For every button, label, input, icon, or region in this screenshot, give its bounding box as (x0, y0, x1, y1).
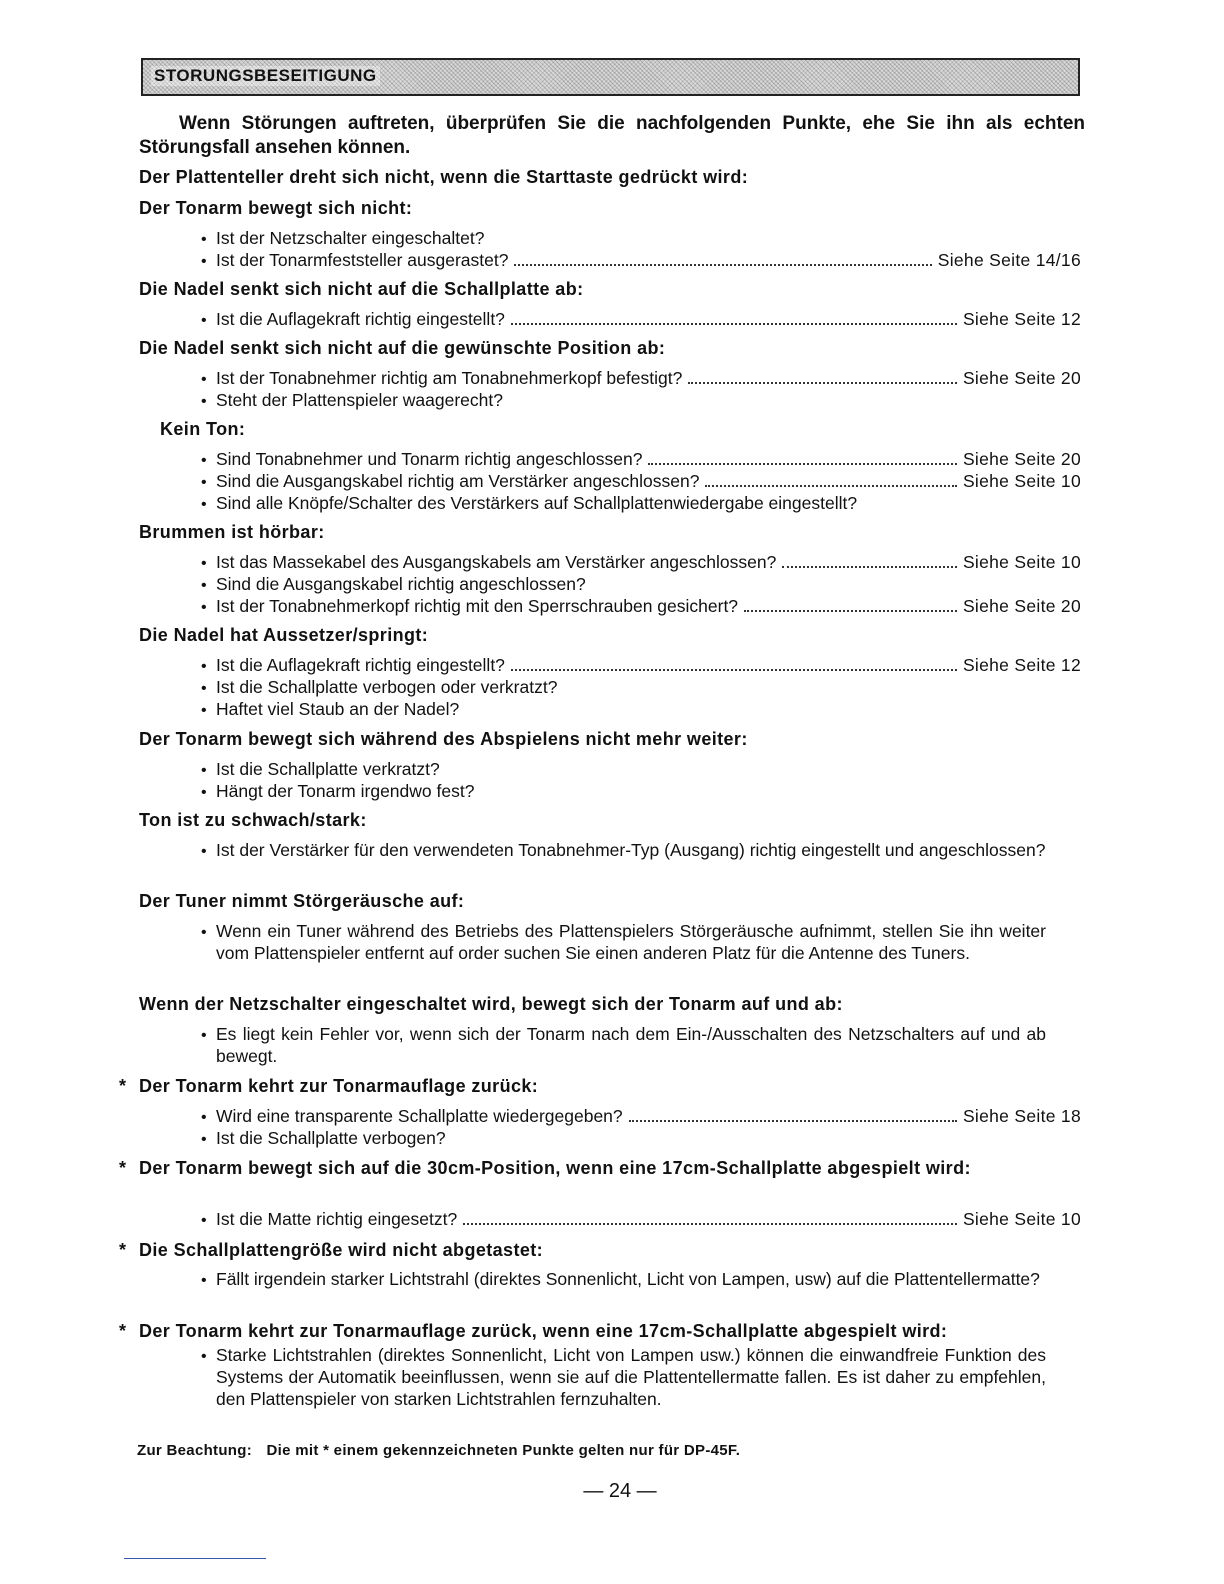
problem-heading: * Die Schallplattengröße wird nicht abgetastet: (119, 1240, 544, 1260)
check-item: • Ist die Auflagekraft richtig eingestellt? Siehe Seite 12 (201, 654, 1081, 678)
check-item: • Sind alle Knöpfe/Schalter des Verstärkers auf Schallplattenwiedergabe eingestellt? (201, 492, 1081, 516)
bullet-icon: • (201, 924, 207, 941)
dot-leader (782, 566, 957, 568)
bullet-icon: • (201, 253, 207, 270)
check-item: • Fällt irgendein starker Lichtstrahl (direktes Sonnenlicht, Licht von Lampen, usw) auf die Plattentellermatte? (201, 1268, 1046, 1292)
dot-leader (514, 264, 931, 266)
check-item: • Ist die Auflagekraft richtig eingestellt? Siehe Seite 12 (201, 308, 1081, 332)
bullet-icon: • (201, 843, 207, 860)
problem-heading: Wenn der Netzschalter eingeschaltet wird, bewegt sich der Tonarm auf und ab: (139, 994, 843, 1014)
dot-leader (629, 1120, 957, 1122)
asterisk-marker: * (119, 1076, 127, 1096)
footnote (137, 1441, 740, 1461)
dot-leader (648, 463, 957, 465)
bullet-icon: • (201, 762, 207, 779)
check-item: • Steht der Plattenspieler waagerecht? (201, 389, 1081, 413)
page-reference: Siehe Seite 18 (962, 1106, 1081, 1126)
intro-paragraph: Wenn Störungen auftreten, überprüfen Sie die nachfolgenden Punkte, ehe Sie ihn als echten Störungsfall ansehen können. (139, 113, 1085, 158)
problem-heading: Die Nadel hat Aussetzer/springt: (139, 625, 429, 645)
bullet-icon: • (201, 555, 207, 572)
check-item: • Haftet viel Staub an der Nadel? (201, 698, 1081, 722)
check-item: • Wenn ein Tuner während des Betriebs des Plattenspielers Störgeräusche aufnimmt, stellen Sie ihn weiter vom Plattenspieler entfernt auf order suchen Sie einen anderen Platz für die Antenne des Tuners. (201, 921, 1046, 963)
bullet-icon: • (201, 599, 207, 616)
check-item: • Ist der Verstärker für den verwendeten Tonabnehmer-Typ (Ausgang) richtig eingestellt und angeschlossen? (201, 839, 1046, 863)
footnote-label: Zur Beachtung: (137, 1442, 253, 1459)
check-item: • Ist der Tonabnehmer richtig am Tonabnehmerkopf befestigt? Siehe Seite 20 (201, 367, 1081, 391)
section-header-box (141, 58, 1080, 96)
bullet-icon: • (201, 474, 207, 491)
page-number: — 24 — (583, 1480, 657, 1502)
bullet-icon: • (201, 784, 207, 801)
problem-heading: Kein Ton: (160, 419, 246, 439)
check-item: • Starke Lichtstrahlen (direktes Sonnenlicht, Licht von Lampen usw.) können die einwandfreie Funktion des Systems der Automatik beeinflussen, wenn sie auf die Plattentellermatte fallen. Es ist daher zu empfehlen, den Plattenspieler von starken Lichtstrahlen fernzuhalten. (201, 1345, 1046, 1409)
asterisk-marker: * (119, 1240, 127, 1260)
dot-leader (511, 323, 957, 325)
problem-heading: Der Tonarm bewegt sich nicht: (139, 198, 413, 218)
check-item: • Ist die Schallplatte verbogen? (201, 1127, 1081, 1151)
bullet-icon: • (201, 680, 207, 697)
page-reference: Siehe Seite 20 (962, 368, 1081, 388)
footer-rule (124, 1558, 266, 1559)
dot-leader (705, 485, 956, 487)
problem-heading: Ton ist zu schwach/stark: (139, 810, 367, 830)
problem-heading: Brummen ist hörbar: (139, 522, 325, 542)
check-item: • Wird eine transparente Schallplatte wiedergegeben? Siehe Seite 18 (201, 1105, 1081, 1129)
dot-leader (744, 610, 957, 612)
check-item: • Ist das Massekabel des Ausgangskabels am Verstärker angeschlossen? Siehe Seite 10 (201, 551, 1081, 575)
page-reference: Siehe Seite 10 (962, 1209, 1081, 1229)
asterisk-marker: * (119, 1158, 127, 1178)
check-item: • Ist der Tonarmfeststeller ausgerastet? Siehe Seite 14/16 (201, 249, 1081, 273)
bullet-icon: • (201, 452, 207, 469)
check-item: • Sind die Ausgangskabel richtig angeschlossen? (201, 573, 1081, 597)
bullet-icon: • (201, 1348, 207, 1365)
check-item: • Hängt der Tonarm irgendwo fest? (201, 780, 1081, 804)
footnote-text: Die mit * einem gekennzeichneten Punkte gelten nur für DP-45F. (266, 1442, 741, 1459)
problem-heading: Die Nadel senkt sich nicht auf die Schallplatte ab: (139, 279, 584, 299)
problem-heading: Die Nadel senkt sich nicht auf die gewünschte Position ab: (139, 338, 666, 358)
page-reference: Siehe Seite 14/16 (937, 250, 1081, 270)
bullet-icon: • (201, 1212, 207, 1229)
bullet-icon: • (201, 658, 207, 675)
check-item: • Sind die Ausgangskabel richtig am Verstärker angeschlossen? Siehe Seite 10 (201, 470, 1081, 494)
bullet-icon: • (201, 1272, 207, 1289)
bullet-icon: • (201, 371, 207, 388)
check-item: • Ist die Schallplatte verkratzt? (201, 758, 1081, 782)
page-reference: Siehe Seite 20 (962, 449, 1081, 469)
check-item: • Ist der Tonabnehmerkopf richtig mit den Sperrschrauben gesichert? Siehe Seite 20 (201, 595, 1081, 619)
section-title: STORUNGSBESEITIGUNG (151, 66, 380, 86)
asterisk-marker: * (119, 1321, 127, 1341)
bullet-icon: • (201, 702, 207, 719)
problem-heading: Der Plattenteller dreht sich nicht, wenn die Starttaste gedrückt wird: (139, 167, 749, 187)
bullet-icon: • (201, 312, 207, 329)
check-item: • Ist die Schallplatte verbogen oder verkratzt? (201, 676, 1081, 700)
bullet-icon: • (201, 231, 207, 248)
bullet-icon: • (201, 496, 207, 513)
problem-heading: Der Tonarm bewegt sich während des Abspielens nicht mehr weiter: (139, 729, 748, 749)
bullet-icon: • (201, 1131, 207, 1148)
bullet-icon: • (201, 1027, 207, 1044)
page-reference: Siehe Seite 12 (962, 655, 1081, 675)
check-item: • Ist der Netzschalter eingeschaltet? (201, 227, 1081, 251)
page-reference: Siehe Seite 10 (962, 471, 1081, 491)
check-item: • Ist die Matte richtig eingesetzt? Siehe Seite 10 (201, 1208, 1081, 1232)
check-item: • Sind Tonabnehmer und Tonarm richtig angeschlossen? Siehe Seite 20 (201, 448, 1081, 472)
problem-heading: Der Tuner nimmt Störgeräusche auf: (139, 891, 465, 911)
dot-leader (688, 382, 957, 384)
problem-heading: * Der Tonarm kehrt zur Tonarmauflage zurück, wenn eine 17cm-Schallplatte abgespielt wird: (119, 1321, 948, 1341)
dot-leader (463, 1223, 957, 1225)
bullet-icon: • (201, 1109, 207, 1126)
problem-heading: * Der Tonarm kehrt zur Tonarmauflage zurück: (119, 1076, 539, 1096)
page-reference: Siehe Seite 10 (962, 552, 1081, 572)
page-reference: Siehe Seite 20 (962, 596, 1081, 616)
page-reference: Siehe Seite 12 (962, 309, 1081, 329)
check-item: • Es liegt kein Fehler vor, wenn sich der Tonarm nach dem Ein-/Ausschalten des Netzschalters auf und ab bewegt. (201, 1024, 1046, 1066)
bullet-icon: • (201, 577, 207, 594)
problem-heading: * Der Tonarm bewegt sich auf die 30cm-Position, wenn eine 17cm-Schallplatte abgespielt wird: (119, 1158, 971, 1178)
dot-leader (511, 669, 957, 671)
bullet-icon: • (201, 393, 207, 410)
